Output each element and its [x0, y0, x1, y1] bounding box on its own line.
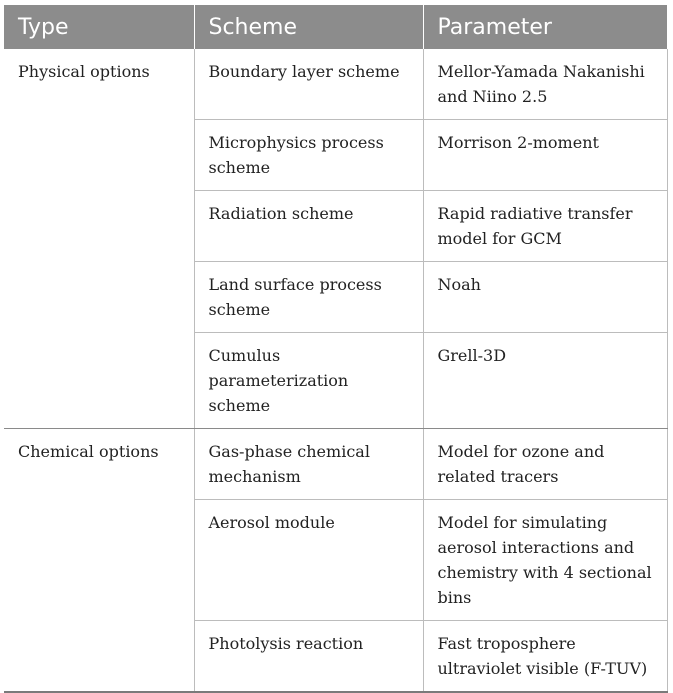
parameter-cell: Fast troposphere ultraviolet visible (F-TUV)	[423, 621, 667, 693]
scheme-cell: Radiation scheme	[194, 191, 423, 262]
scheme-cell: Cumulus parameterization scheme	[194, 333, 423, 429]
parameter-cell: Rapid radiative transfer model for GCM	[423, 191, 667, 262]
table-header	[4, 5, 667, 49]
header-parameter: Parameter	[423, 5, 667, 49]
parameter-cell: Mellor-Yamada Nakanishi and Niino 2.5	[423, 49, 667, 120]
scheme-cell: Boundary layer scheme	[194, 49, 423, 120]
table-row	[4, 49, 667, 120]
scheme-cell: Gas-phase chemical mechanism	[194, 429, 423, 500]
parameter-cell: Model for simulating aerosol interactions and chemistry with 4 sectional bins	[423, 500, 667, 621]
type-cell-chemical: Chemical options	[4, 429, 194, 693]
scheme-cell: Land surface process scheme	[194, 262, 423, 333]
header-scheme: Scheme	[194, 5, 423, 49]
scheme-cell: Aerosol module	[194, 500, 423, 621]
scheme-cell: Microphysics process scheme	[194, 120, 423, 191]
config-table	[4, 5, 668, 693]
parameter-cell: Noah	[423, 262, 667, 333]
type-cell-physical: Physical options	[4, 49, 194, 429]
parameter-cell: Morrison 2-moment	[423, 120, 667, 191]
table-body	[4, 49, 667, 692]
parameter-cell: Grell-3D	[423, 333, 667, 429]
header-row	[4, 5, 667, 49]
scheme-cell: Photolysis reaction	[194, 621, 423, 693]
parameter-cell: Model for ozone and related tracers	[423, 429, 667, 500]
table-row	[4, 429, 667, 500]
header-type: Type	[4, 5, 194, 49]
